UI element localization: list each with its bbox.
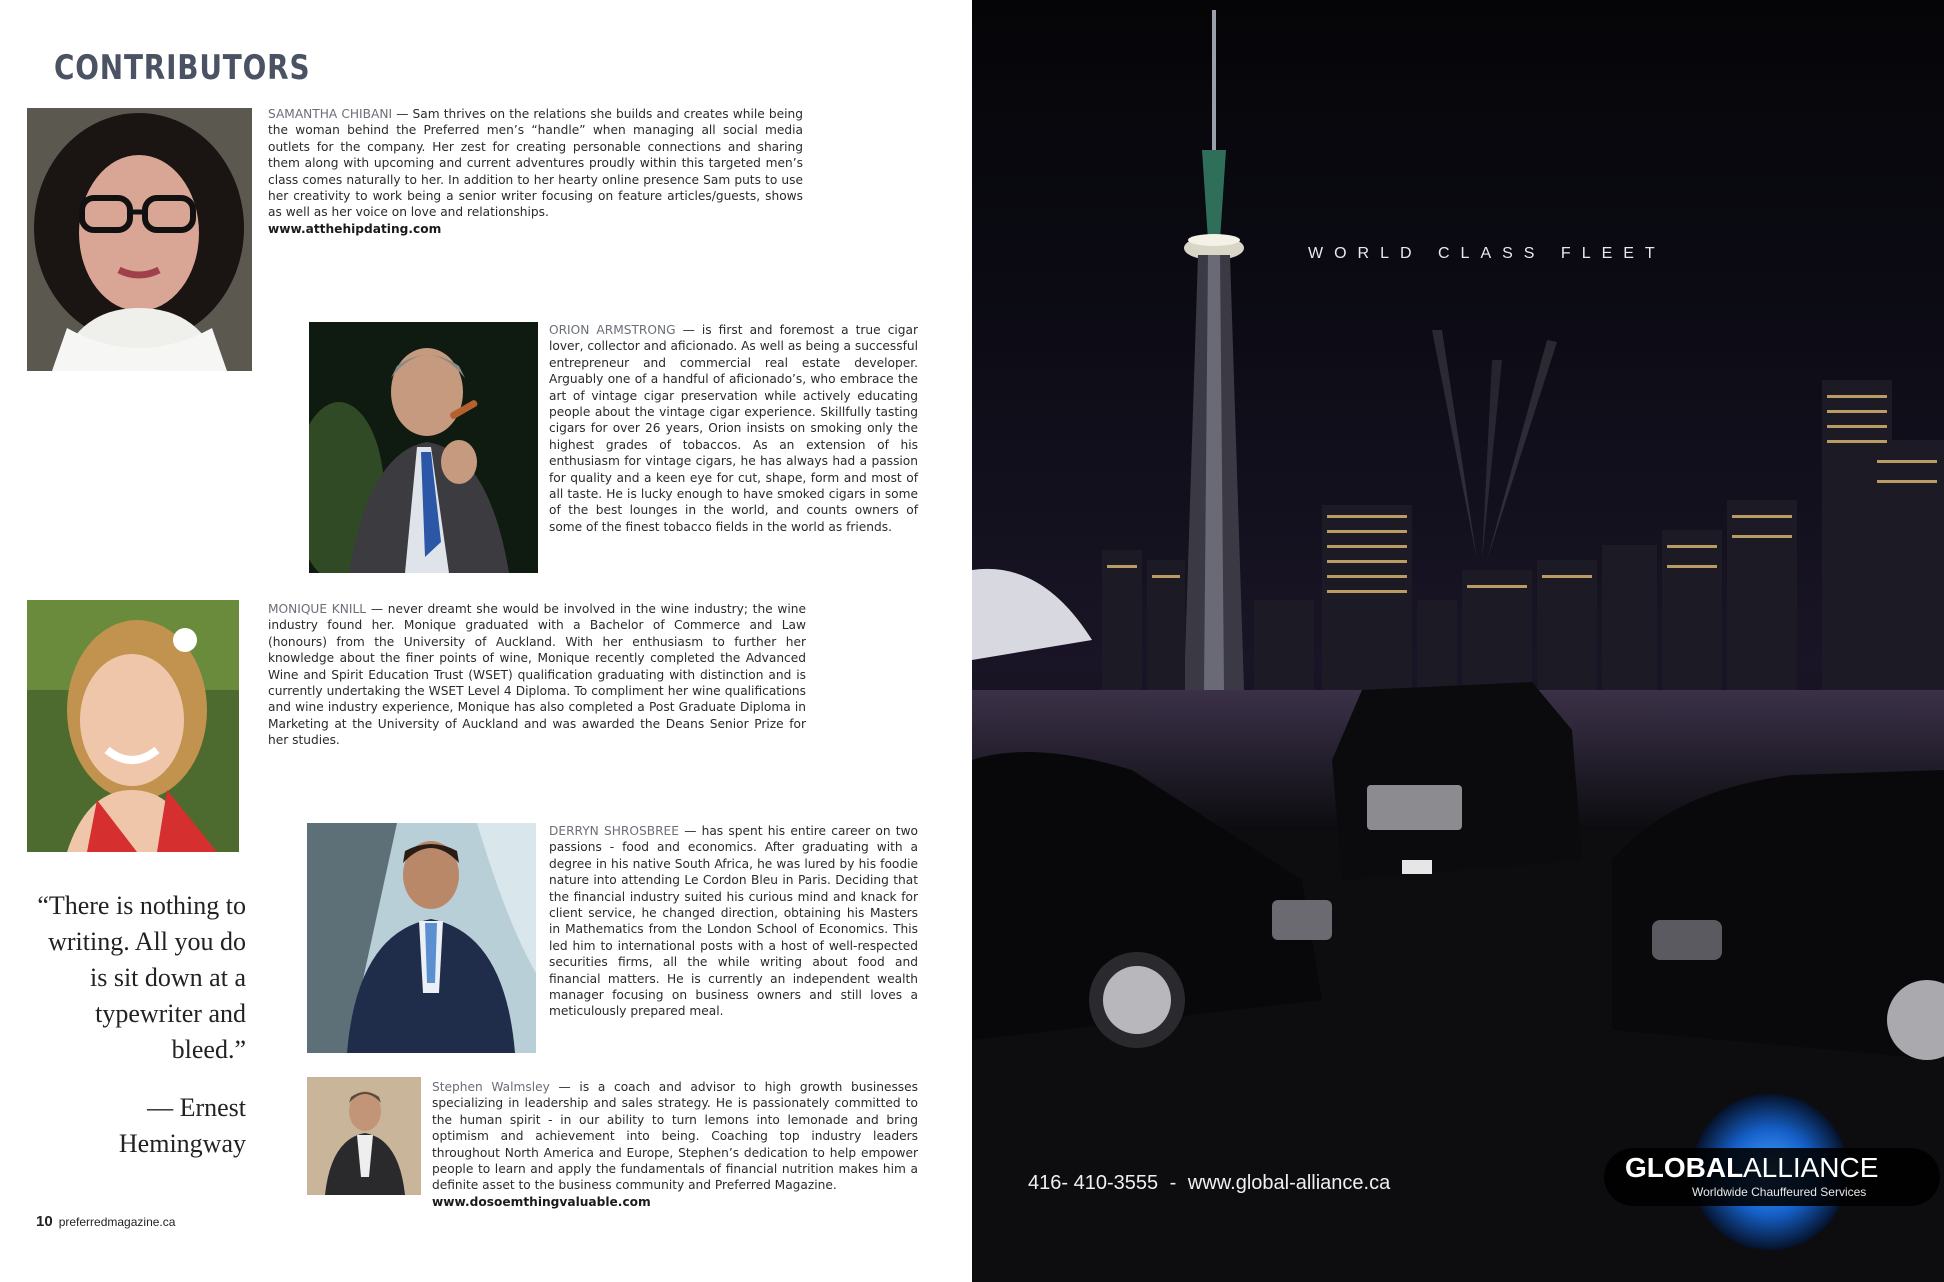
bio-derryn-shrosbree <box>549 823 918 1020</box>
photo-monique-knill <box>27 600 239 852</box>
ad-separator: - <box>1169 1172 1177 1194</box>
magazine-site: preferredmagazine.ca <box>58 1215 176 1229</box>
contributor-bio-text: — is a coach and advisor to high growth businesses specializing in leadership and sales strategy. He is passionately committed to the human spirit - in our ability to turn lemons into lemonade and bring optimism and achievement into being. Coaching top industry leaders throughout North America and Europe, Stephen’s dedication to help empower people to learn and apply the fundamentals of financial nutrition makes him a definite asset to the business community and Preferred Magazine. <box>432 1080 918 1193</box>
photo-derryn-shrosbree <box>307 823 536 1053</box>
pull-quote: “There is nothing to writing. All you do is sit down at a typewriter and bleed.” <box>37 891 246 1064</box>
contributor-bio-text: — Sam thrives on the relations she builds and creates while being the woman behind the Preferred men’s “handle” when managing all social media outlets for the company. Her zest for creating personable connections and sharing them along with upcoming and current adventures proudly within this targeted men’s class comes naturally to her. In addition to her hearty online presence Sam puts to use her creativity to work being a senior writer focusing on feature articles/guests, shows as well as her voice on love and relationships. <box>268 107 803 220</box>
contributor-name: SAMANTHA CHIBANI <box>268 107 393 121</box>
page-folio <box>36 1213 175 1230</box>
bio-monique-knill <box>268 601 806 749</box>
ad-contact-line <box>1028 1172 1396 1195</box>
photo-orion-armstrong <box>309 322 538 573</box>
contributor-name: Stephen Walmsley <box>432 1080 550 1094</box>
advertisement-page <box>972 0 1944 1282</box>
contributor-website-link[interactable]: www.atthehipdating.com <box>268 221 442 236</box>
ad-headline: WORLD CLASS FLEET <box>1308 245 1666 262</box>
photo-samantha-chibani <box>27 108 252 371</box>
contributor-bio-text: — is first and foremost a true cigar lover, collector and aficionado. As well as being a successful entrepreneur and commercial real estate developer. Arguably one of a handful of aficionado’s, who embrace the art of vintage cigar preservation while actively educating people about the vintage cigar experience. Skillfully tasting cigars for over 26 years, Orion insists on smoking only the highest grades of tobaccos. As an extension of his enthusiasm for vintage cigars, he has always had a passion for quality and a keen eye for cut, shape, form and most of all taste. He is lucky enough to have smoked cigars in some of the best lounges in the world, and counts owners of some of the finest tobacco fields in the world as friends. <box>549 323 918 534</box>
bio-orion-armstrong <box>549 322 918 535</box>
ad-phone: 416- 410-3555 <box>1028 1172 1159 1194</box>
contributor-bio-text: — never dreamt she would be involved in the wine industry; the wine industry found her. Monique graduated with a Bachelor of Commerce and Law (honours) from the University of Auckland. With her enthusiasm to further her knowledge about the finer points of wine, Monique recently completed the Advanced Wine and Spirit Education Trust (WSET) qualification graduating with distinction and is currently undertaking the WSET Level 4 Diploma. To compliment her wine qualifications and wine industry experience, Monique has also completed a Post Graduate Diploma in Marketing at the University of Auckland and was awarded the Deans Senior Prize for her studies. <box>268 602 806 748</box>
bio-samantha-chibani <box>268 106 803 237</box>
photo-stephen-walmsley <box>307 1077 421 1195</box>
page-title: CONTRIBUTORS <box>54 48 311 88</box>
night-skyline-illustration <box>972 0 1944 1282</box>
ad-logo-tagline: Worldwide Chauffeured Services <box>1692 1185 1867 1199</box>
ad-logo-word-alliance: ALLIANCE <box>1743 1152 1879 1183</box>
bio-stephen-walmsley <box>432 1079 918 1210</box>
quote-author: — Ernest Hemingway <box>118 1093 246 1158</box>
contributor-name: DERRYN SHROSBREE <box>549 824 679 838</box>
ad-logo-word-global: GLOBAL <box>1625 1152 1744 1183</box>
contributor-bio-text: — has spent his entire career on two passions - food and economics. After graduating with a degree in his native South Africa, he was lured by his foodie nature into attending Le Cordon Bleu in Paris. Deciding that the financial industry suited his curious mind and knack for client service, he changed direction, obtaining his Masters in Mathematics from the London School of Economics. This led him to international posts with a host of well-respected securities firms, all the while writing about food and financial matters. He is currently an independent wealth manager focusing on business owners and still loves a meticulously prepared meal. <box>549 824 919 1019</box>
contributor-website-link[interactable]: www.dosoemthingvaluable.com <box>432 1194 651 1209</box>
ad-website-link[interactable]: www.global-alliance.ca <box>1187 1172 1391 1194</box>
page-number: 10 <box>36 1213 53 1230</box>
contributor-name: ORION ARMSTRONG <box>549 323 676 337</box>
contributor-name: MONIQUE KNILL <box>268 602 367 616</box>
